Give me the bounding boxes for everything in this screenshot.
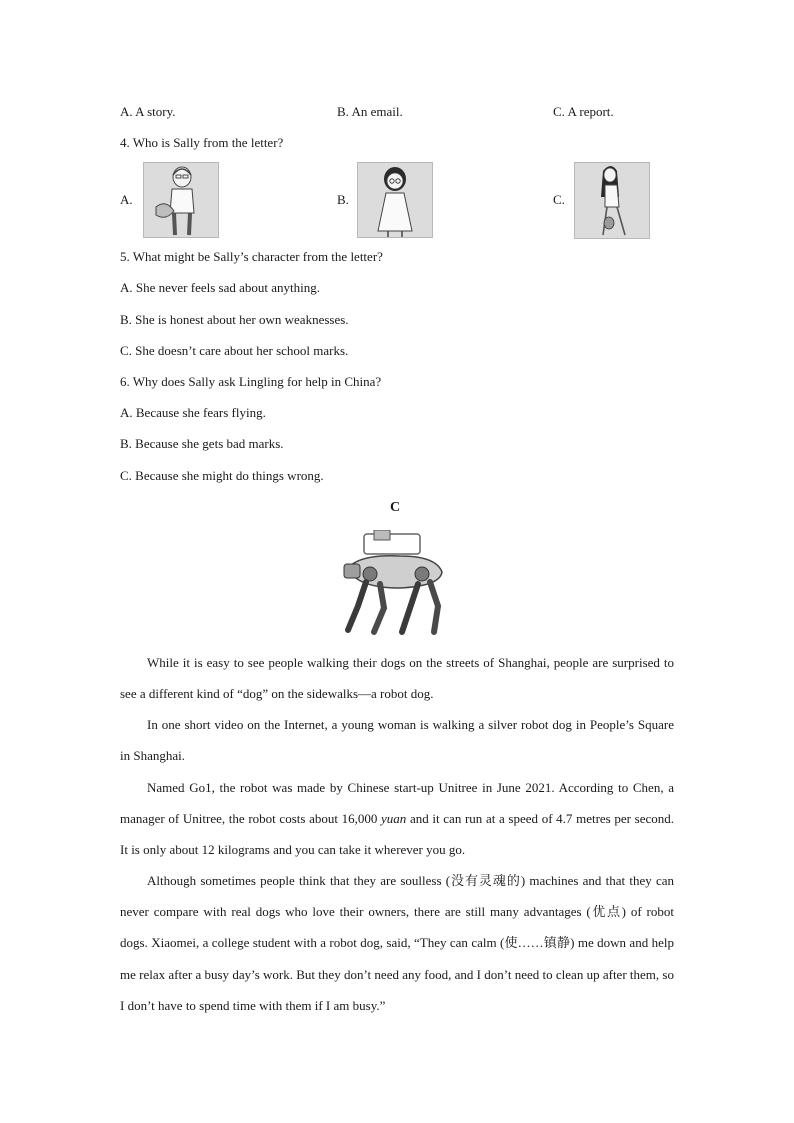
q3-option-c: C. A report. [553, 104, 614, 119]
paragraph-3-end: and it can run at a speed of 4.7 metres per second. It is only about 12 kilograms and you can take it wherever you go. [120, 811, 674, 858]
girl-with-glasses-holding-jacket-icon [143, 162, 219, 238]
paragraph-4: Although sometimes people think that they are soulless (没有灵魂的) machines and that they can never compare with real dogs who love their owners, there are still many advantages (优点) of robot dogs. Xiaomei, a college student with a robot dog, said, “They can calm (使……镇静) me down and help me relax after a busy day’s work. But they don’t need any food, and I don’t need to clean up after them, so I don’t have to spend time with them if I am busy.” [120, 873, 674, 1013]
q5-question: 5. What might be Sally’s character from the letter? [120, 249, 383, 264]
q5-option-b: B. She is honest about her own weaknesses. [120, 312, 349, 327]
section-heading: C [390, 500, 401, 515]
paragraph-3-start: Named Go1, the robot was made by Chinese start-up Unitree in June 2021. According to Chen, a manager of Unitree, the robot costs about 16,000 [120, 780, 674, 827]
q3-option-b: B. An email. [337, 104, 403, 119]
q4-label-b: B. [337, 192, 349, 207]
paragraph-2: In one short video on the Internet, a young woman is walking a silver robot dog in People’s Square in Shanghai. [120, 717, 674, 764]
q5-option-a: A. She never feels sad about anything. [120, 280, 321, 295]
q6-option-c: C. Because she might do things wrong. [120, 468, 324, 483]
paragraph-1: While it is easy to see people walking their dogs on the streets of Shanghai, people are surprised to see a different kind of “dog” on the sidewalks—a robot dog. [120, 655, 674, 702]
q4-question: 4. Who is Sally from the letter? [120, 135, 284, 150]
q6-question: 6. Why does Sally ask Lingling for help in China? [120, 374, 382, 389]
currency-yuan: yuan [381, 811, 407, 827]
q4-label-c: C. [553, 192, 565, 207]
q3-option-a: A. A story. [120, 104, 176, 119]
girl-with-glasses-in-dress-icon [357, 162, 433, 238]
q4-label-a: A. [120, 192, 133, 207]
paragraph-3 [120, 772, 674, 866]
q6-option-a: A. Because she fears flying. [120, 405, 266, 420]
q6-option-b: B. Because she gets bad marks. [120, 436, 284, 451]
girl-with-long-hair-holding-bag-icon [574, 162, 650, 239]
robot-dog-icon [340, 530, 452, 636]
q5-option-c: C. She doesn’t care about her school marks. [120, 343, 349, 358]
